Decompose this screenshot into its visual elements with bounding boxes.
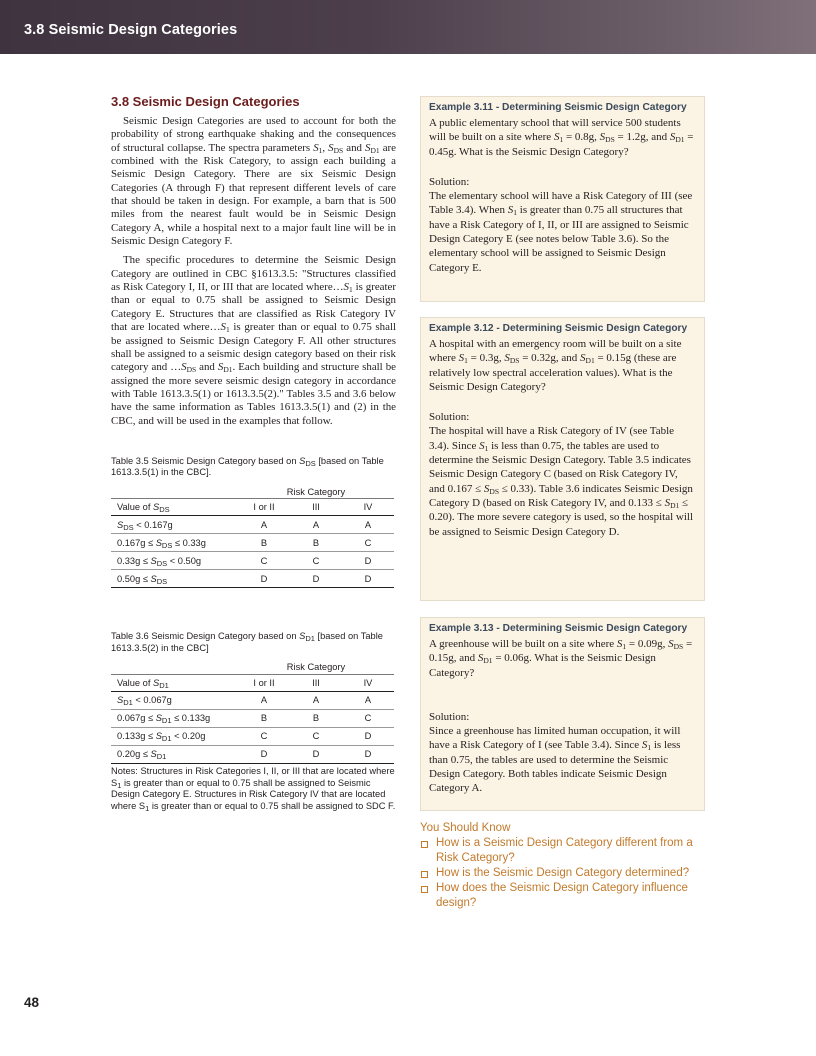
text-run: = 0.06g. What is the Seismic Design Category?: [429, 652, 656, 679]
table-cell: A: [342, 691, 394, 709]
example-question: [429, 116, 696, 159]
var-sub: D1: [161, 734, 172, 744]
var-s: S: [153, 677, 160, 688]
table-cell: B: [238, 534, 290, 552]
var-s: S: [668, 638, 674, 650]
text-run: are combined with the Risk Category, to assign each building a Seismic Design Category. There are six Seismic Design Categories (A through F) that represent different levels of care that should be taken in design. For example, a barn that is 500 miles from the nearest fault would be in Seismic Design Category A, while a hospital next to a major fault line will be in Seismic Design Category F.: [111, 141, 396, 248]
var-sub: D1: [223, 365, 233, 375]
var-sub: D1: [670, 500, 680, 510]
text-run: 0.50g ≤: [117, 573, 151, 584]
table-3-5: [111, 485, 394, 589]
solution-label: Solution:: [429, 710, 470, 723]
table-cell: D: [290, 745, 342, 763]
table-cell: A: [290, 516, 342, 534]
var-sub: D1: [483, 656, 493, 666]
var-sub: DS: [305, 458, 316, 468]
first-column-header: [111, 499, 238, 516]
text-run: 0.067g ≤: [117, 713, 156, 724]
text-run: 0.167g ≤: [117, 537, 156, 548]
var-sub: DS: [159, 505, 170, 515]
table-cell: B: [238, 709, 290, 727]
var-s: S: [220, 321, 226, 334]
var-s: S: [155, 731, 162, 742]
var-s: S: [150, 749, 157, 760]
table-cell: D: [290, 570, 342, 588]
text-run: A hospital with an emergency room will be built on a site where: [429, 338, 682, 365]
text-run: is greater than or equal to 0.75 shall be assigned to Seismic Design Category E. Structures in Risk Category IV that are located where S: [111, 777, 386, 811]
table-3-6-block: [111, 631, 396, 812]
var-s: S: [117, 695, 124, 706]
var-sub: D1: [156, 752, 167, 762]
table-row: [111, 534, 394, 552]
column-header: III: [290, 674, 342, 691]
var-s: S: [299, 455, 306, 466]
var-sub: 1: [117, 780, 122, 790]
checkbox-square-icon: [421, 871, 428, 878]
example-title: Example 3.11 - Determining Seismic Design Category: [429, 102, 687, 113]
text-run: < 0.20g: [171, 731, 206, 742]
var-sub: 1: [484, 443, 489, 453]
text-run: ,: [322, 141, 329, 154]
table-row: [111, 552, 394, 570]
table-corner: [111, 485, 238, 499]
table-cell: B: [290, 534, 342, 552]
var-sub: D1: [123, 698, 133, 708]
text-run: ≤ 0.20). The more severe category is used, so the hospital will be assigned to Seismic Design Category D.: [429, 496, 694, 538]
text-run: A greenhouse will be built on a site where: [429, 638, 617, 650]
example-3-13-box: [420, 617, 705, 811]
table-3-5-block: [111, 456, 396, 589]
text-run: Value of: [117, 502, 154, 513]
text-run: Value of: [117, 677, 154, 688]
row-label: [111, 709, 238, 727]
var-sub: D1: [370, 145, 380, 155]
example-3-12-box: [420, 317, 705, 601]
table-cell: C: [290, 552, 342, 570]
var-s: S: [507, 204, 514, 217]
table-row: [111, 709, 394, 727]
solution-label: Solution:: [429, 411, 470, 424]
text-run: = 0.8g,: [563, 131, 600, 144]
var-sub: DS: [186, 365, 197, 375]
table-caption: [111, 631, 396, 654]
example-title: Example 3.12 - Determining Seismic Design Category: [429, 323, 688, 334]
table-column-header-row: [111, 674, 394, 691]
table-3-6: [111, 660, 394, 764]
var-sub: 1: [349, 285, 353, 295]
table-row: [111, 516, 394, 534]
table-cell: A: [238, 516, 290, 534]
text-run: 0.20g ≤: [117, 749, 151, 760]
text-run: Since a greenhouse has limited human occupation, it will have a Risk Category of I (see Table 3.4). Since: [429, 725, 681, 752]
text-run: Notes: Structures in Risk Categories I, II, or III that are located where S: [111, 765, 395, 788]
var-s: S: [155, 537, 162, 548]
text-run: ≤ 0.33g: [172, 537, 206, 548]
var-s: S: [664, 496, 671, 509]
var-s: S: [641, 739, 648, 752]
var-sub: 1: [145, 803, 150, 813]
var-sub: DS: [509, 356, 520, 366]
table-cell: C: [290, 727, 342, 745]
text-run: and: [343, 141, 366, 154]
table-row: [111, 745, 394, 763]
text-run: 0.133g ≤: [117, 731, 156, 742]
example-title: Example 3.13 - Determining Seismic Design Category: [429, 623, 688, 634]
example-question: [429, 637, 696, 680]
text-run: is less than 0.75, the tables are used to determine the Seismic Design Category. Both tables indicate Seismic Design Category A.: [429, 739, 681, 795]
table-cell: D: [342, 727, 394, 745]
row-label: [111, 516, 238, 534]
text-run: = 0.09g,: [626, 638, 669, 650]
var-sub: 1: [513, 208, 518, 218]
table-row: [111, 691, 394, 709]
checkbox-square-icon: [421, 886, 428, 893]
var-s: S: [483, 482, 490, 495]
var-s: S: [150, 573, 157, 584]
column-header: IV: [342, 499, 394, 516]
var-s: S: [150, 555, 157, 566]
body-paragraph-2: [111, 254, 396, 427]
var-sub: 1: [647, 743, 652, 753]
table-cell: D: [342, 552, 394, 570]
table-row: [111, 727, 394, 745]
var-sub: D1: [305, 634, 315, 644]
var-s: S: [616, 638, 623, 650]
var-s: S: [580, 352, 586, 365]
text-run: A public elementary school that will service 500 students will be built on a site where: [429, 117, 681, 144]
text-run: < 0.50g: [167, 555, 202, 566]
table-cell: A: [290, 691, 342, 709]
column-header: III: [290, 499, 342, 516]
example-answer: [429, 724, 696, 795]
var-s: S: [217, 361, 224, 374]
var-s: S: [153, 502, 160, 513]
risk-category-header: Risk Category: [286, 662, 346, 673]
var-sub: DS: [123, 522, 134, 532]
row-label: [111, 570, 238, 588]
table-group-header-row: [111, 660, 394, 674]
text-run: ≤ 0.33). Table 3.6 indicates Seismic Design Category D (based on Risk Category IV, and 0.133 ≤: [429, 482, 693, 509]
row-label: [111, 534, 238, 552]
var-sub: D1: [585, 356, 595, 366]
text-run: Seismic Design Categories are used to account for both the probability of strong earthquake shaking and the consequences of structural collapse. The spectra parameters: [111, 115, 396, 154]
table-cell: C: [342, 709, 394, 727]
var-sub: 1: [464, 356, 468, 366]
var-s: S: [328, 141, 334, 154]
row-label: [111, 727, 238, 745]
var-sub: D1: [675, 135, 685, 145]
table-cell: C: [342, 534, 394, 552]
text-run: = 0.45g. What is the Seismic Design Category?: [429, 131, 694, 158]
var-sub: D1: [161, 716, 172, 726]
text-run: is greater than or equal to 0.75 shall be assigned to Seismic Design Category E. Structures that are classified as Risk Category IV that are located where…: [111, 281, 396, 334]
example-answer: [429, 189, 696, 275]
column-header: I or II: [238, 499, 290, 516]
var-sub: DS: [333, 145, 344, 155]
table-cell: D: [342, 745, 394, 763]
var-s: S: [181, 361, 187, 374]
list-item-text: How does the Seismic Design Category influence design?: [436, 882, 688, 909]
list-item-text: How is a Seismic Design Category different from a Risk Category?: [436, 837, 693, 864]
text-run: and: [196, 361, 218, 374]
section-heading: 3.8 Seismic Design Categories: [111, 94, 300, 109]
text-run: . Each building and structure shall be assigned the more severe seismic design category in accordance with Table 1613.3.5(1) or 1613.3.5(2)." Tables 3.5 and 3.6 below have the same information as Tables 1613.3.5(1) and (2) in the CBC, and will be used in the examples that follow.: [111, 361, 396, 427]
list-item-text: How is the Seismic Design Category determined?: [436, 867, 690, 879]
table-corner: [111, 660, 238, 674]
text-run: = 1.2g, and: [614, 131, 670, 144]
var-sub: DS: [605, 135, 615, 145]
text-run: Table 3.5 Seismic Design Category based on: [111, 455, 300, 466]
var-sub: 1: [622, 642, 627, 651]
solution-label: Solution:: [429, 175, 470, 188]
text-run: is greater than or equal to 0.75 shall be assigned to Seismic Design Category F. All other structures shall be assigned to a seismic design category based on their risk category and …: [111, 321, 397, 374]
var-s: S: [117, 519, 124, 530]
text-run: ≤ 0.133g: [171, 713, 211, 724]
you-should-know: [420, 822, 705, 911]
row-label: [111, 691, 238, 709]
row-label: [111, 745, 238, 763]
var-s: S: [313, 141, 319, 154]
text-run: The specific procedures to determine the Seismic Design Category are outlined in CBC §1613.3.5: "Structures classified as Risk Category I, II, or III that are located where…: [111, 254, 396, 294]
text-run: [based on Table 1613.3.5(1) in the CBC].: [111, 455, 384, 478]
list-item: [420, 836, 705, 866]
var-sub: DS: [161, 540, 173, 550]
table-cell: D: [342, 570, 394, 588]
table-caption: [111, 456, 396, 479]
list-item: [420, 866, 705, 881]
page-number: 48: [24, 995, 40, 1010]
you-should-know-title: You Should Know: [420, 822, 511, 834]
var-sub: DS: [156, 558, 168, 568]
text-run: is greater than 0.75 all structures that have a Risk Category of I, II, or III are assigned to Seismic Design Category E (see notes below Table 3.6). So the elementary school will be assigned to Seismic Design Category E.: [429, 204, 689, 274]
table-group-header-row: [111, 485, 394, 499]
text-run: 0.33g ≤: [117, 555, 151, 566]
var-sub: DS: [673, 642, 684, 651]
text-run: = 0.15g (these are relatively low spectral acceleration values). What is the Seismic Design Category?: [429, 352, 677, 393]
text-run: is greater than or equal to 0.75 shall be assigned to SDC F.: [149, 800, 396, 811]
var-s: S: [479, 439, 485, 452]
text-run: Table 3.6 Seismic Design Category based on: [111, 631, 300, 642]
left-column: [111, 94, 396, 812]
running-header-title: 3.8 Seismic Design Categories: [24, 22, 238, 38]
table-row: [111, 570, 394, 588]
table-cell: A: [342, 516, 394, 534]
text-run: = 0.15g, and: [429, 638, 693, 665]
column-header: I or II: [238, 674, 290, 691]
var-s: S: [458, 352, 465, 365]
column-header: IV: [342, 674, 394, 691]
table-column-header-row: [111, 499, 394, 516]
table-cell: A: [238, 691, 290, 709]
risk-category-header: Risk Category: [286, 486, 346, 497]
var-s: S: [553, 131, 560, 144]
table-cell: C: [238, 552, 290, 570]
first-column-header: [111, 674, 238, 691]
var-s: S: [599, 131, 606, 144]
var-sub: 1: [318, 145, 323, 155]
body-paragraph-1: [111, 115, 396, 248]
var-s: S: [477, 652, 484, 665]
example-question: [429, 337, 696, 394]
text-run: < 0.167g: [133, 519, 173, 530]
text-run: The hospital will have a Risk Category of IV (see Table 3.4). Since: [429, 425, 675, 452]
var-sub: DS: [489, 486, 500, 496]
var-s: S: [669, 131, 676, 144]
text-run: [based on Table 1613.3.5(2) in the CBC]: [111, 631, 383, 653]
row-label: [111, 552, 238, 570]
list-item: [420, 881, 705, 911]
var-s: S: [299, 631, 306, 642]
var-s: S: [504, 352, 510, 365]
text-run: < 0.067g: [132, 695, 172, 706]
table-cell: C: [238, 727, 290, 745]
text-run: The elementary school will have a Risk Category of III (see Table 3.4). When: [429, 190, 693, 217]
var-s: S: [343, 281, 349, 294]
var-sub: 1: [559, 135, 564, 145]
var-sub: DS: [156, 576, 168, 586]
table-note: [111, 766, 396, 812]
checkbox-square-icon: [421, 841, 428, 848]
var-s: S: [155, 713, 162, 724]
var-s: S: [365, 141, 371, 154]
var-sub: 1: [226, 325, 230, 335]
text-run: = 0.32g, and: [519, 352, 581, 365]
text-run: = 0.3g,: [467, 352, 505, 365]
example-3-11-box: [420, 96, 705, 302]
table-cell: B: [290, 709, 342, 727]
var-sub: D1: [159, 680, 169, 690]
example-answer: [429, 424, 696, 538]
text-run: is less than 0.75, the tables are used to determine the Seismic Design Category. Table 3.5 indicates Seismic Design Category C (based on Risk Category IV, and 0.167 ≤: [429, 439, 691, 495]
table-cell: D: [238, 745, 290, 763]
table-cell: D: [238, 570, 290, 588]
